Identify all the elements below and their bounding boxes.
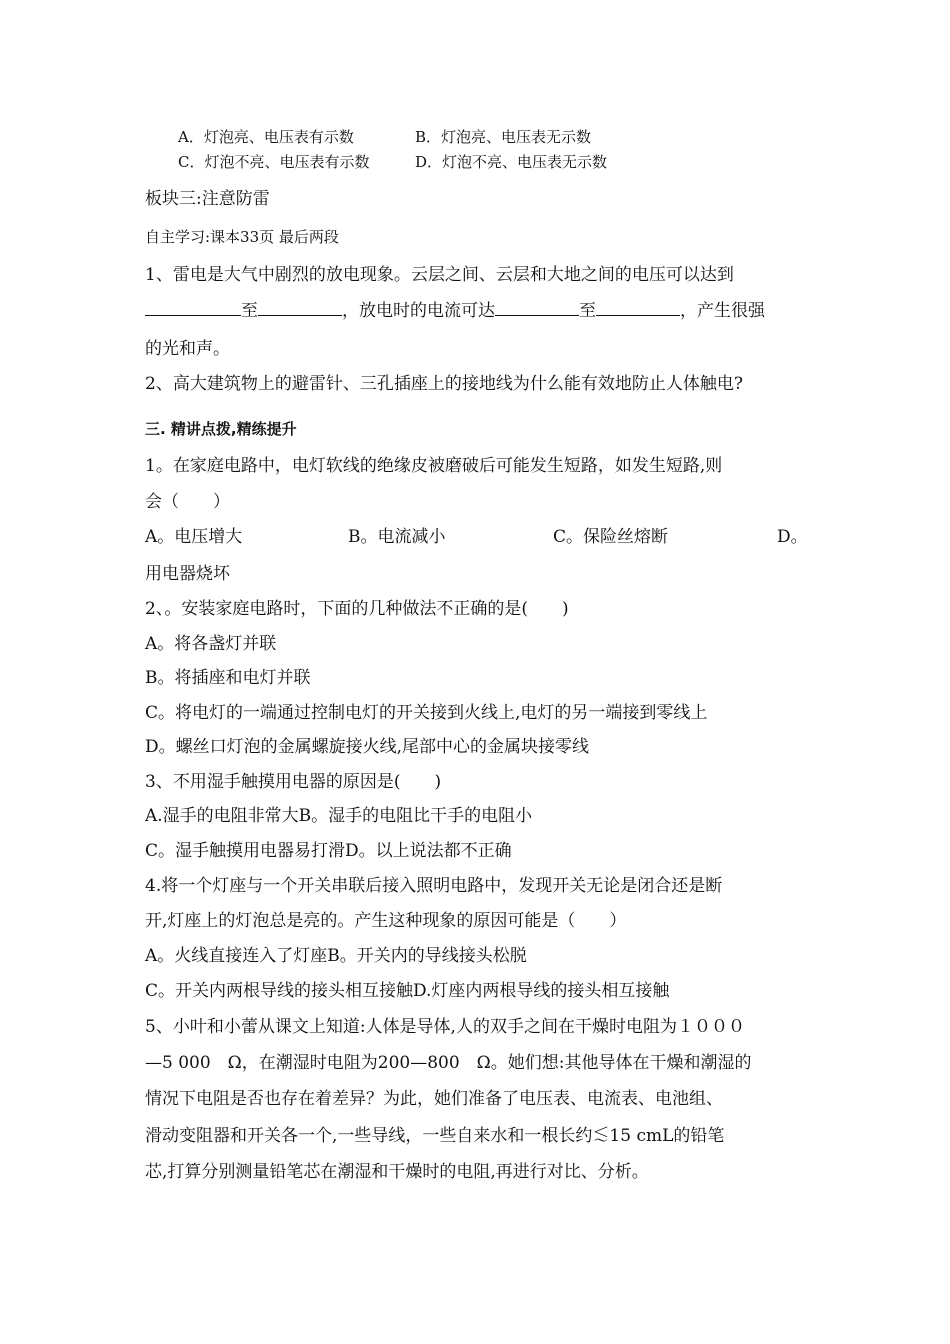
p1-option-d-cont: 用电器烧坏 — [145, 564, 230, 584]
p1-line1: 1。在家庭电路中，电灯软线的绝缘皮被磨破后可能发生短路，如发生短路,则 — [145, 456, 723, 476]
q2: 2、高大建筑物上的避雷针、三孔插座上的接地线为什么能有效地防止人体触电? — [145, 374, 743, 394]
self-study-note: 自主学习:课本33页 最后两段 — [145, 228, 339, 246]
part-heading: 三. 精讲点拨,精练提升 — [145, 420, 297, 438]
fill-blank[interactable] — [258, 299, 342, 316]
option-a-prev: A．灯泡亮、电压表有示数 — [178, 128, 354, 146]
p2-option-a: A。将各盏灯并联 — [145, 634, 277, 654]
p2-option-d: D。螺丝口灯泡的金属螺旋接火线,尾部中心的金属块接零线 — [145, 737, 590, 757]
section-title: 板块三:注意防雷 — [145, 189, 270, 209]
p3-options-cd: C。湿手触摸用电器易打滑D。以上说法都不正确 — [145, 841, 512, 861]
p5-line1: 5、小叶和小蕾从课文上知道:人体是导体,人的双手之间在干燥时电阻为１０００ — [145, 1017, 745, 1037]
option-d-prev: D．灯泡不亮、电压表无示数 — [415, 153, 608, 171]
q1-line3: 的光和声。 — [145, 339, 230, 359]
q1-end: ，产生很强 — [680, 301, 765, 321]
p3-stem: 3、不用湿手触摸用电器的原因是( ) — [145, 772, 442, 792]
p4-line2: 开,灯座上的灯泡总是亮的。产生这种现象的原因可能是（ ） — [145, 911, 627, 931]
p2-option-b: B。将插座和电灯并联 — [145, 668, 311, 688]
p1-option-d: D。 — [777, 527, 808, 547]
option-c-prev: C．灯泡不亮、电压表有示数 — [178, 153, 370, 171]
fill-blank[interactable] — [495, 299, 579, 316]
p3-options-ab: A.湿手的电阻非常大B。湿手的电阻比干手的电阻小 — [145, 806, 533, 826]
p2-option-c: C。将电灯的一端通过控制电灯的开关接到火线上,电灯的另一端接到零线上 — [145, 703, 708, 723]
q1-mid: ，放电时的电流可达 — [342, 301, 495, 321]
q1-line2 — [145, 299, 765, 323]
p5-line4: 滑动变阻器和开关各一个,一些导线，一些自来水和一根长约≲15 cmL的铅笔 — [145, 1126, 725, 1146]
q1-to2: 至 — [579, 301, 596, 321]
p5-line2: —5 000 Ω，在潮湿时电阻为200—800 Ω。她们想:其他导体在干燥和潮湿的 — [145, 1053, 752, 1073]
option-b-prev: B．灯泡亮、电压表无示数 — [415, 128, 592, 146]
p1-line2: 会（ ） — [145, 492, 230, 512]
q1-line1: 1、雷电是大气中剧烈的放电现象。云层之间、云层和大地之间的电压可以达到 — [145, 265, 734, 285]
p4-options-cd: C。开关内两根导线的接头相互接触D.灯座内两根导线的接头相互接触 — [145, 981, 670, 1001]
p4-options-ab: A。火线直接连入了灯座B。开关内的导线接头松脱 — [145, 946, 527, 966]
p1-option-a: A。电压增大 — [145, 527, 243, 547]
p2-stem: 2、。安装家庭电路时，下面的几种做法不正确的是( ) — [145, 599, 569, 619]
p1-option-c: C。保险丝熔断 — [553, 527, 669, 547]
p5-line5: 芯,打算分别测量铅笔芯在潮湿和干燥时的电阻,再进行对比、分析。 — [145, 1162, 649, 1182]
fill-blank[interactable] — [596, 299, 680, 316]
p4-line1: 4.将一个灯座与一个开关串联后接入照明电路中，发现开关无论是闭合还是断 — [145, 876, 723, 896]
q1-to1: 至 — [241, 301, 258, 321]
p5-line3: 情况下电阻是否也存在着差异？为此，她们准备了电压表、电流表、电池组、 — [145, 1089, 723, 1109]
p1-option-b: B。电流减小 — [348, 527, 446, 547]
fill-blank[interactable] — [145, 299, 241, 316]
